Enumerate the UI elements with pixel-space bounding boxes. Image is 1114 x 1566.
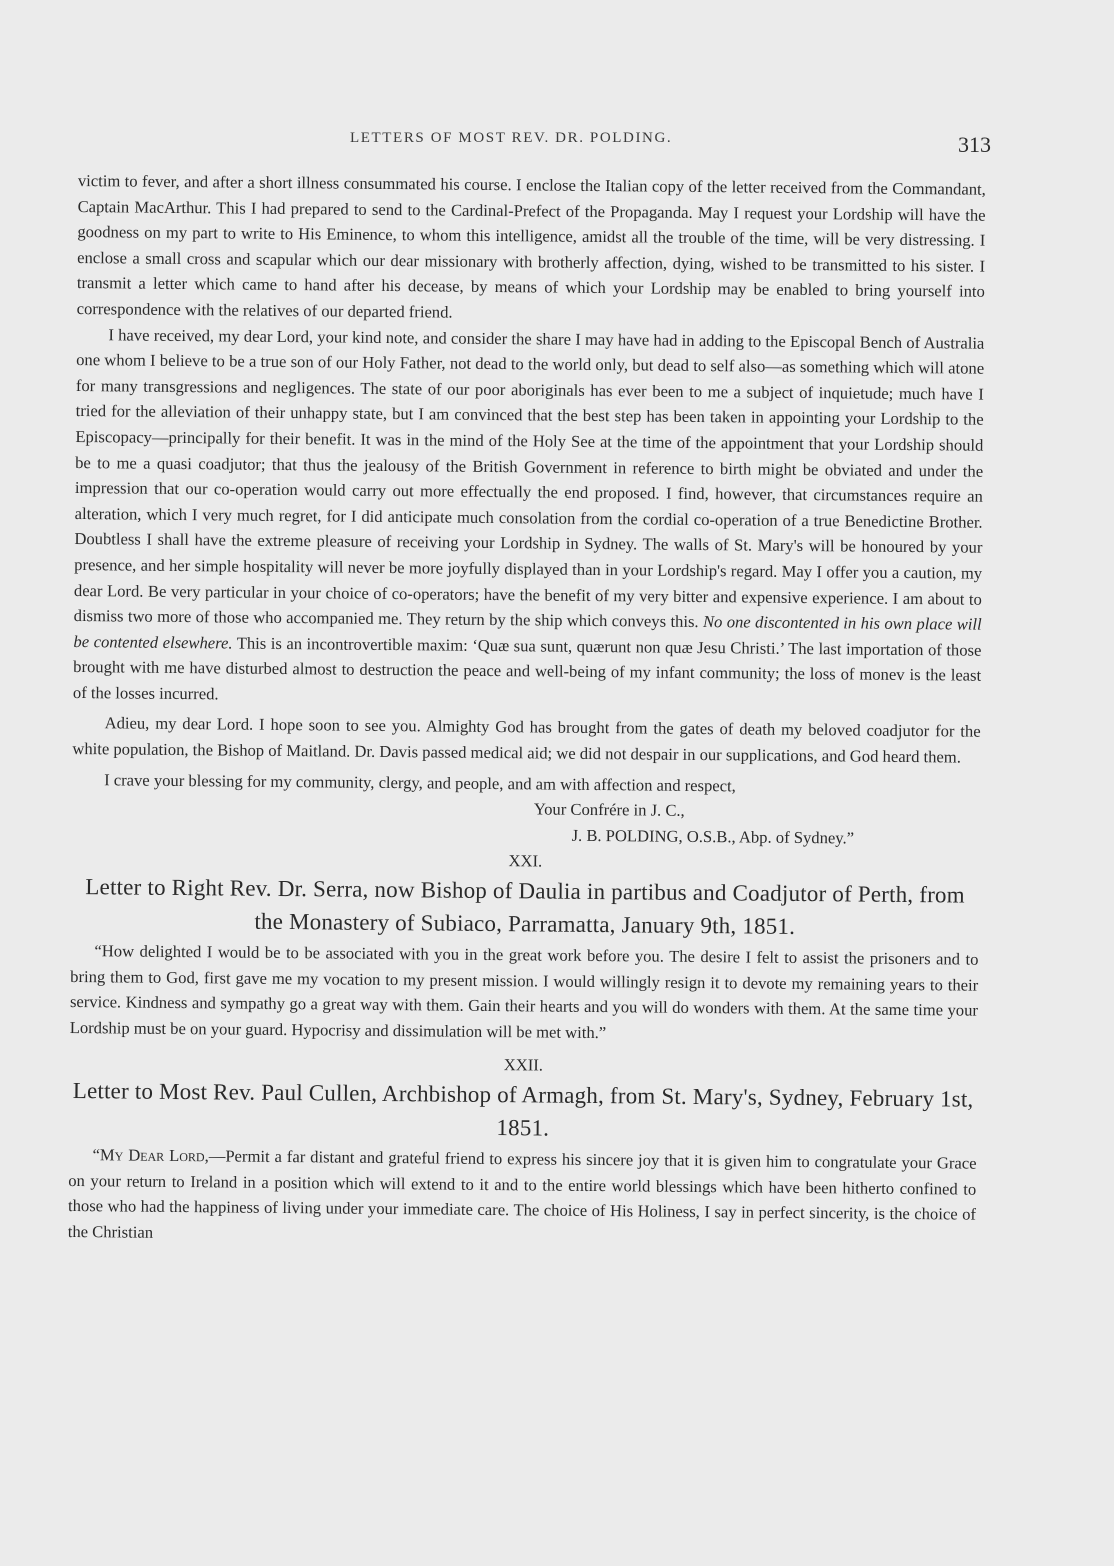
section-text-xxii-body: —Permit a far distant and grateful friend to express his sincere joy that it is given him to congratulate your Grace on your return to Ireland in a position which will extend to it and to the entire world blessings which have been hitherto confined to those who had the happiness of living under your immediate care. The choice of His Holiness, I say in perfect sincerity, is the choice of the Christian (67, 1146, 977, 1242)
salutation: “My Dear Lord, (92, 1145, 209, 1166)
paragraph-2-text-b: This is an incontrovertible maxim: ‘Quæ sua sunt, quærunt non quæ Jesu Christi.’ The last importation of those brought with me have disturbed almost to destruction the peace and well-being of my infant community; the loss of monev is the least of the losses incurred. (72, 633, 982, 704)
section-text-xxi: “How delighted I would be to be associated with you in the great work before you. The desire I felt to assist the prisoners and to bring them to God, first gave me my vocation to my present mission. I would willingly resign it to devote my remaining years to their service. Kindness and sympathy go a great way with them. Gain their hearts and you will do wonders with them. At the same time your Lordship must be on your guard. Hypocrisy and dissimulation will be met with.” (69, 941, 979, 1042)
paragraph-2-italic-maxim: No one discontented in his own place will be contented elsewhere. (73, 612, 982, 653)
section-number-xxii: XXII. (503, 1055, 544, 1075)
section-title-xxii: Letter to Most Rev. Paul Cullen, Archbishop of Armagh, from St. Mary's, Sydney, February 1st, 1851. (72, 1077, 974, 1141)
closing-line: Your Confrére in J. C., (533, 799, 685, 821)
paragraph-4: I crave your blessing for my community, clergy, and people, and am with affection and respect, (104, 769, 736, 795)
paragraph-3: Adieu, my dear Lord. I hope soon to see you. Almighty God has brought from the gates of death my beloved coadjutor for the white population, the Bishop of Maitland. Dr. Davis passed medical aid; we did not despair in our supplications, and God heard them. (72, 713, 981, 767)
paragraph-2 (73, 322, 985, 715)
page-number: 313 (958, 132, 991, 157)
running-head (0, 126, 1114, 156)
section-number-xxi: XXI. (508, 851, 543, 871)
signature-line: J. B. POLDING, O.S.B., Abp. of Sydney.” (571, 825, 855, 848)
letter-body (68, 168, 986, 1253)
section-title-xxi: Letter to Right Rev. Dr. Serra, now Bishop of Daulia in partibus and Coadjutor of Perth, from the Monastery of Subiaco, Parramatta, January 9th, 1851. (85, 874, 965, 939)
running-title: LETTERS OF MOST REV. DR. POLDING. (350, 130, 673, 146)
section-text-xxii (68, 1142, 977, 1253)
paragraph-1: victim to fever, and after a short illness consummated his course. I enclose the Italian copy of the letter received from the Commandant, Captain MacArthur. This I had prepared to send to the Cardinal-Prefect of the Propaganda. May I request your Lordship will have the goodness on my part to write to His Eminence, to whom this intelligence, amidst all the trouble of the time, will be very distressing. I enclose a small cross and scapular which our dear missionary with brotherly affection, dying, wished to be transmitted to his sister. I transmit a letter which came to hand after his decease, by means of which your Lordship may be enabled to bring yourself into correspondence with the relatives of our departed friend. (76, 170, 986, 322)
paragraph-2-text-a: I have received, my dear Lord, your kind note, and consider the share I may have had in adding to the Episcopal Bench of Australia one whom I believe to be a true son of our Holy Father, not dead to the world only, but dead to self also—as something which will atone for many transgressions and negligences. The state of our poor aboriginals has ever been to me a subject of inquietude; much have I tried for the alleviation of their unhappy state, but I am convinced that the best step has been taken in appointing your Lordship to the Episcopacy—principally for their benefit. It was in the mind of the Holy See at the time of the appointment that your Lordship should be to me a quasi coadjutor; that thus the jealousy of the British Government in reference to birth might be obviated and under the impression that our co-operation would carry out more effectually the end proposed. I find, however, that circumstances require an alteration, which I very much regret, for I did anticipate much consolation from the cordial co-operation of a true Benedictine Brother. Doubtless I shall have the extreme pleasure of receiving your Lordship in Sydney. The walls of St. Mary's will be honoured by your presence, and her simple hospitality will never be more joyfully displayed than in your Lordship's regard. May I offer you a caution, my dear Lord. Be very particular in your choice of co-operators; have the benefit of my very bitter and expensive experience. I am about to dismiss two more of those who accompanied me. They return by the ship which conveys this. (73, 324, 985, 632)
